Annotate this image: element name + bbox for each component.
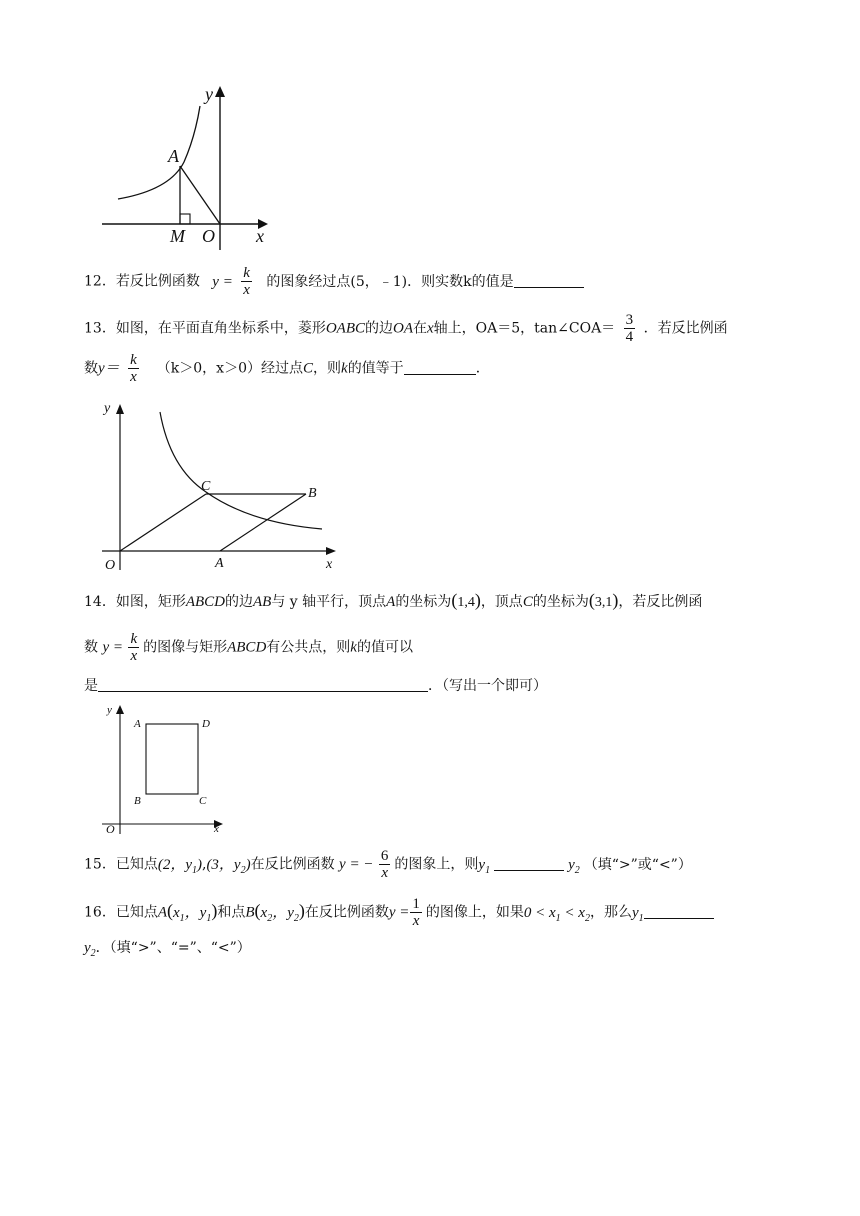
label-C: C [199, 795, 207, 807]
q13-frac-num: 3 [625, 312, 634, 328]
label-y: y [205, 84, 213, 104]
y-axis-arrow [116, 705, 124, 714]
q15-eq-lhs: y = − [339, 856, 374, 873]
q16-ineq-a: 0 < x [523, 904, 556, 921]
q16-y2 [84, 940, 96, 959]
q16-ineq-s1: 1 [555, 912, 561, 924]
q14-line1e: ，顶点 [480, 594, 523, 610]
q14-frac-den: x [130, 648, 138, 664]
q16-pB-sub2: 2 [293, 912, 299, 924]
q14-answer-blank[interactable] [98, 677, 428, 692]
q16-eq-lhs: y = [388, 904, 410, 921]
q15-frac-num: 6 [380, 848, 389, 864]
question-12 [84, 265, 584, 298]
q14-line2b: 的图像与矩形 [143, 639, 228, 656]
q13-line1b: 的边 [365, 320, 393, 337]
q15-y2-letter: y [568, 856, 575, 873]
hyperbola-curve [160, 412, 322, 529]
hyperbola-curve [118, 106, 200, 199]
question-14-line2 [84, 631, 413, 664]
q16-fraction [410, 896, 422, 929]
q16-line2b: ．（填“>”、“=”、“<”） [95, 940, 251, 956]
q13-oa-eq: OA＝5，tan∠COA＝ [475, 320, 616, 337]
q14-fraction [128, 631, 139, 664]
q16-pB-close: ) [298, 900, 305, 921]
q13-line1c: 在 [413, 320, 427, 337]
q15-a: 15．已知点 [84, 856, 158, 873]
q14-AB: AB [253, 594, 272, 610]
label-C: C [201, 479, 211, 494]
q16-b: 和点 [217, 904, 246, 921]
q14-ABCD: ABCD [185, 594, 225, 610]
label-x: x [326, 557, 333, 572]
q15-frac-den: x [379, 864, 391, 881]
q14-C: C [522, 594, 533, 610]
figure-q13 [100, 398, 350, 573]
rectangle-ABCD [146, 724, 198, 794]
q15-p2: (3，y [206, 856, 241, 873]
question-13 [84, 312, 728, 345]
q14-line3b: ．（写出一个即可） [428, 678, 547, 694]
question-16-line2 [84, 938, 251, 964]
q15-p1-sub: 1 [191, 864, 197, 876]
q15-c: 的图象上，则 [394, 856, 479, 873]
q16-pointA [173, 904, 212, 924]
segment-AO [180, 166, 220, 224]
q14-ABCD2: ABCD [227, 639, 267, 656]
q16-y1-letter: y [631, 904, 639, 921]
q12-fraction [241, 265, 252, 298]
q16-d: 的图像上，如果 [425, 904, 524, 921]
q16-pB-open: ( [254, 900, 261, 921]
q15-y1-letter: y [478, 856, 486, 873]
label-B: B [308, 486, 317, 501]
q14-coordA-open: ( [451, 590, 458, 610]
q13-k-fraction [128, 352, 139, 385]
q16-c: 在反比例函数 [304, 904, 389, 921]
q16-A: A [157, 904, 167, 921]
q14-coordC-open: ( [588, 590, 595, 610]
q13-tan-fraction [624, 312, 636, 345]
q14-line1a: 14．如图，矩形 [84, 594, 186, 610]
q13-end: ． [475, 360, 490, 377]
label-y: y [104, 401, 111, 416]
x-axis-arrow [326, 547, 336, 555]
q15-p2-end: ) [245, 856, 251, 873]
q16-pB-sub1: 2 [267, 912, 273, 924]
q14-coordC-close: ) [612, 590, 619, 610]
label-A: A [215, 556, 224, 571]
q16-y1 [631, 904, 644, 924]
q14-line1g: ，若反比例函 [618, 594, 703, 610]
figure-q14-svg [100, 700, 230, 838]
q13-line2c: 的值等于 [347, 360, 404, 377]
q16-pointB [260, 904, 299, 924]
question-15: 15．已知点(2，$y_1),(3$，$y_2$)在反比例函数 y = − $\frac{6}{x}$ 的图象上，则$y_1$ $y_2$ （填“>”或“<”） [84, 848, 692, 881]
question-14-line3 [84, 676, 547, 696]
figure-q11 [100, 82, 280, 252]
q16-B: B [245, 904, 255, 921]
q12-text: 的图象经过点(5，﹣1)．则实数k的值是 [266, 273, 514, 290]
segment-OC [120, 494, 206, 551]
q16-pA-close: ) [211, 900, 218, 921]
label-M: M [170, 226, 185, 246]
q14-line1f: 的坐标为 [532, 594, 589, 610]
q13-frac-den: 4 [625, 329, 634, 345]
segment-AB [220, 494, 306, 551]
q14-coordA: 1,4 [457, 595, 475, 610]
label-A: A [168, 146, 179, 166]
y-axis-arrow [116, 404, 124, 414]
q16-inequality [523, 904, 590, 924]
label-O: O [202, 226, 215, 246]
q13-line1e: ．若反比例函 [643, 320, 728, 337]
question-16 [84, 896, 714, 929]
q14-frac-num: k [130, 631, 138, 647]
right-angle-mark [180, 214, 190, 224]
q14-A: A [386, 594, 396, 610]
q13-y-eq: y＝ [98, 360, 120, 377]
label-x: x [256, 226, 264, 246]
q16-pB-x: x [260, 904, 268, 921]
q14-line1c: 与 y 轴平行，顶点 [271, 594, 387, 610]
q12-frac-num: k [243, 265, 250, 281]
q15-answer-blank[interactable] [494, 856, 564, 871]
question-13-line2 [84, 352, 490, 385]
q13-frac2-den: x [130, 369, 137, 385]
q15-p1-end: ) [196, 856, 202, 873]
q13-cond: （k＞0，x＞0）经过点 [156, 360, 303, 377]
q13-OA: OA [393, 320, 413, 337]
q16-pA-open: ( [167, 900, 173, 921]
q16-pA-mid: ，y [184, 904, 207, 921]
q13-x: x [427, 320, 434, 337]
q13-C: C [303, 360, 314, 377]
q16-pA-sub1: 1 [179, 912, 185, 924]
q13-line2a: 数 [84, 360, 98, 377]
q14-line2a: 数 [84, 639, 98, 656]
q16-ineq-mid: < x [560, 904, 585, 921]
q13-line1a: 13．如图，在平面直角坐标系中，菱形 [84, 320, 326, 337]
label-O: O [105, 558, 116, 573]
q16-pA-sub2: 1 [206, 912, 212, 924]
q14-line1b: 的边 [225, 594, 253, 610]
q12-eq-lhs: y = [212, 273, 233, 290]
q15-y1-sub: 1 [485, 864, 491, 876]
q16-pB-mid: ，y [272, 904, 294, 921]
q14-coordA-close: ) [474, 590, 481, 610]
figure-q11-svg [100, 82, 280, 252]
q16-ineq-s2: 2 [584, 912, 590, 924]
q14-line2c: 有公共点，则 [266, 639, 351, 656]
q14-line1d: 的坐标为 [395, 594, 452, 610]
q16-y2-sub: 2 [90, 948, 96, 959]
q16-frac-num: 1 [412, 896, 420, 912]
label-O: O [106, 822, 115, 836]
q16-e: ，那么 [589, 904, 632, 921]
q16-frac-den: x [410, 912, 422, 929]
label-A: A [134, 718, 141, 730]
q12-answer-blank[interactable] [514, 273, 584, 288]
q14-line2d: 的值可以 [356, 639, 413, 656]
q16-y1-sub: 1 [638, 912, 644, 924]
q14-eq-lhs: y = [102, 639, 123, 656]
figure-q14 [100, 700, 230, 838]
q15-y2 [568, 856, 580, 876]
q12-number: 12．若反比例函数 [84, 273, 200, 290]
label-B: B [134, 795, 141, 807]
q13-k: k [341, 360, 348, 377]
figure-q13-svg [100, 398, 350, 573]
label-y: y [107, 704, 112, 716]
q14-k: k [350, 639, 357, 656]
q13-line2b: ，则 [313, 360, 342, 377]
q15-b: 在反比例函数 [250, 856, 335, 873]
q15-p2-sub: 2 [240, 864, 246, 876]
q13-frac2-num: k [130, 352, 137, 368]
q15-d: （填“>”或“<”） [583, 856, 692, 873]
question-14 [84, 590, 702, 613]
q16-answer-blank[interactable] [644, 904, 714, 919]
q15-point1 [157, 856, 202, 876]
q15-y2-sub: 2 [574, 864, 580, 876]
q13-answer-blank[interactable] [404, 360, 476, 375]
q16-y2-letter: y [84, 940, 91, 956]
q13-OABC: OABC [325, 320, 365, 337]
label-x: x [214, 823, 219, 835]
q16-a: 16．已知点 [84, 904, 158, 921]
q15-p1: (2，y [157, 856, 192, 873]
q14-line3a: 是 [84, 678, 98, 694]
q13-line1d: 轴上， [433, 320, 476, 337]
q12-frac-den: x [243, 282, 250, 298]
label-D: D [202, 718, 210, 730]
q15-fraction [379, 848, 391, 881]
q15-point2 [206, 856, 251, 876]
y-axis-arrow [215, 86, 225, 97]
q16-pA-x: x [173, 904, 180, 921]
q15-y1 [478, 856, 491, 876]
q14-coordC: 3,1 [594, 595, 613, 610]
